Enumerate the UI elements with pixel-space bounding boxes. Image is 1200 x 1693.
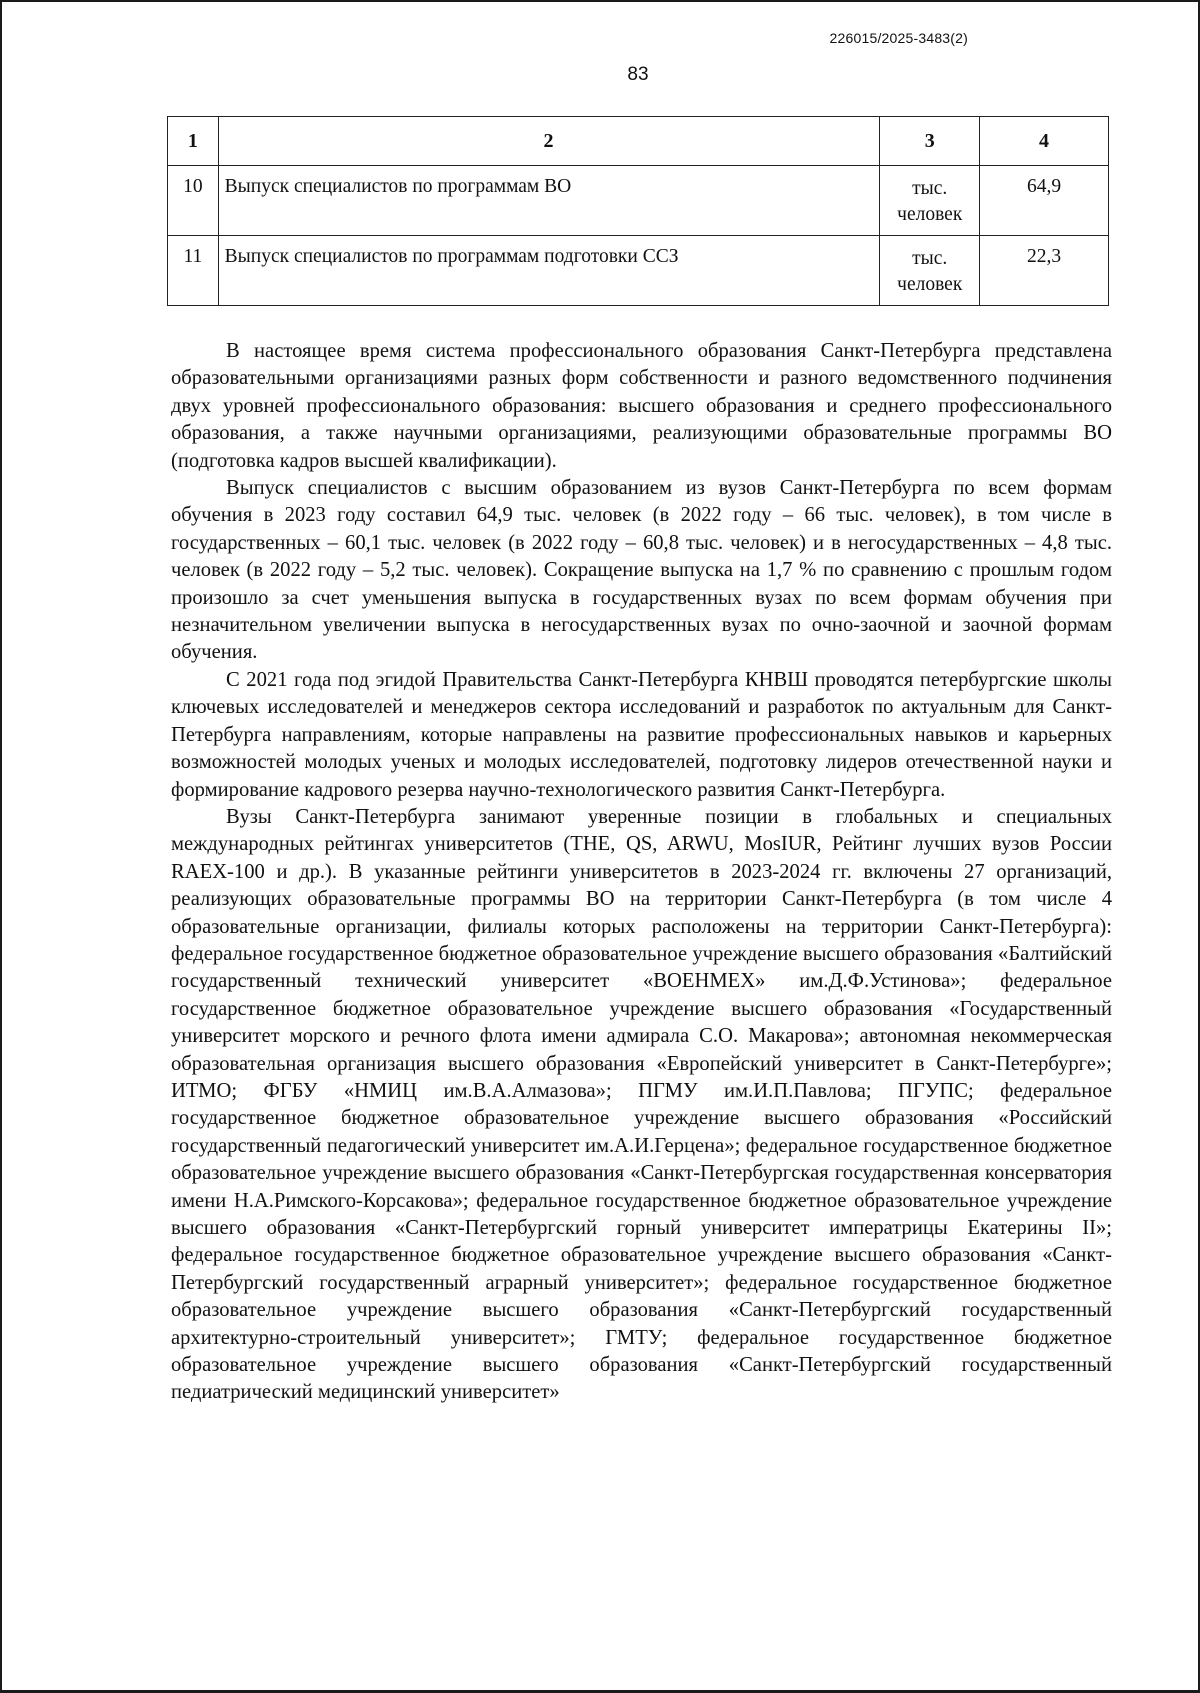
row-number: 10	[168, 166, 219, 236]
page-number: 83	[627, 64, 649, 85]
paragraph: С 2021 года под эгидой Правительства Санкт-Петербурга КНВШ проводятся петербургские школы ключевых исследователей и менеджеров сектора исследований и разработок по актуальным для Санкт-Петербурга направлениям, которые направлены на развитие профессиональных навыков и карьерных возможностей молодых ученых и молодых исследователей, подготовку лидеров отечественной науки и формирование кадрового резерва научно-технологического развития Санкт-Петербурга.	[171, 668, 1112, 801]
table-header-row	[168, 117, 1109, 166]
column-header-3: 3	[880, 117, 980, 166]
row-unit: тыс. человек	[880, 236, 980, 306]
row-value: 64,9	[980, 166, 1109, 236]
column-header-2: 2	[218, 117, 880, 166]
indicators-table	[167, 116, 1109, 306]
row-indicator: Выпуск специалистов по программам подготовки ССЗ	[218, 236, 880, 306]
row-value: 22,3	[980, 236, 1109, 306]
paragraph: Вузы Санкт-Петербурга занимают уверенные позиции в глобальных и специальных международных рейтингах университетов (THE, QS, ARWU, MosIUR, Рейтинг лучших вузов России RAEX-100 и др.). В указанные рейтинги университетов в 2023-2024 гг. включены 27 организаций, реализующих образовательные программы ВО на территории Санкт-Петербурга (в том числе 4 образовательные организации, филиалы которых расположены на территории Санкт-Петербурга): федеральное государственное бюджетное образовательное учреждение высшего образования «Балтийский государственный технический университет «ВОЕНМЕХ» им.Д.Ф.Устинова»; федеральное государственное бюджетное образовательное учреждение высшего образования «Государственный университет морского и речного флота имени адмирала С.О. Макарова»; автономная некоммерческая образовательная организация высшего образования «Европейский университет в Санкт-Петербурге»; ИТМО; ФГБУ «НМИЦ им.В.А.Алмазова»; ПГМУ им.И.П.Павлова; ПГУПС; федеральное государственное бюджетное образовательное учреждение высшего образования «Российский государственный педагогический университет им.А.И.Герцена»; федеральное государственное бюджетное образовательное учреждение высшего образования «Санкт-Петербургская государственная консерватория имени Н.А.Римского-Корсакова»; федеральное государственное бюджетное образовательное учреждение высшего образования «Санкт-Петербургский горный университет императрицы Екатерины II»; федеральное государственное бюджетное образовательное учреждение высшего образования «Санкт-Петербургский государственный аграрный университет»; федеральное государственное бюджетное образовательное учреждение высшего образования «Санкт-Петербургский государственный архитектурно-строительный университет»; ГМТУ; федеральное государственное бюджетное образовательное учреждение высшего образования «Санкт-Петербургский государственный педиатрический медицинский университет»	[171, 805, 1112, 1404]
body-text	[171, 338, 1112, 1407]
column-header-4: 4	[980, 117, 1109, 166]
row-unit: тыс. человек	[880, 166, 980, 236]
table-row	[168, 166, 1109, 236]
column-header-1: 1	[168, 117, 219, 166]
scan-border-left	[0, 0, 2, 1693]
row-indicator: Выпуск специалистов по программам ВО	[218, 166, 880, 236]
scan-border-top	[0, 0, 1200, 2]
row-number: 11	[168, 236, 219, 306]
document-id: 226015/2025-3483(2)	[829, 30, 968, 46]
paragraph: В настоящее время система профессионального образования Санкт-Петербурга представлена образовательными организациями разных форм собственности и разного ведомственного подчинения двух уровней профессионального образования: высшего образования и среднего профессионального образования, а также научными организациями, реализующими образовательные программы ВО (подготовка кадров высшей квалификации).	[171, 340, 1112, 472]
paragraph: Выпуск специалистов с высшим образованием из вузов Санкт-Петербурга по всем формам обучения в 2023 году составил 64,9 тыс. человек (в 2022 году – 66 тыс. человек), в том числе в государственных – 60,1 тыс. человек (в 2022 году – 60,8 тыс. человек) и в негосударственных – 4,8 тыс. человек (в 2022 году – 5,2 тыс. человек). Сокращение выпуска на 1,7 % по сравнению с прошлым годом произошло за счет уменьшения выпуска в государственных вузах по всем формам обучения при незначительном увеличении выпуска в негосударственных вузах по очно-заочной и заочной формам обучения.	[171, 477, 1112, 664]
table-row	[168, 236, 1109, 306]
